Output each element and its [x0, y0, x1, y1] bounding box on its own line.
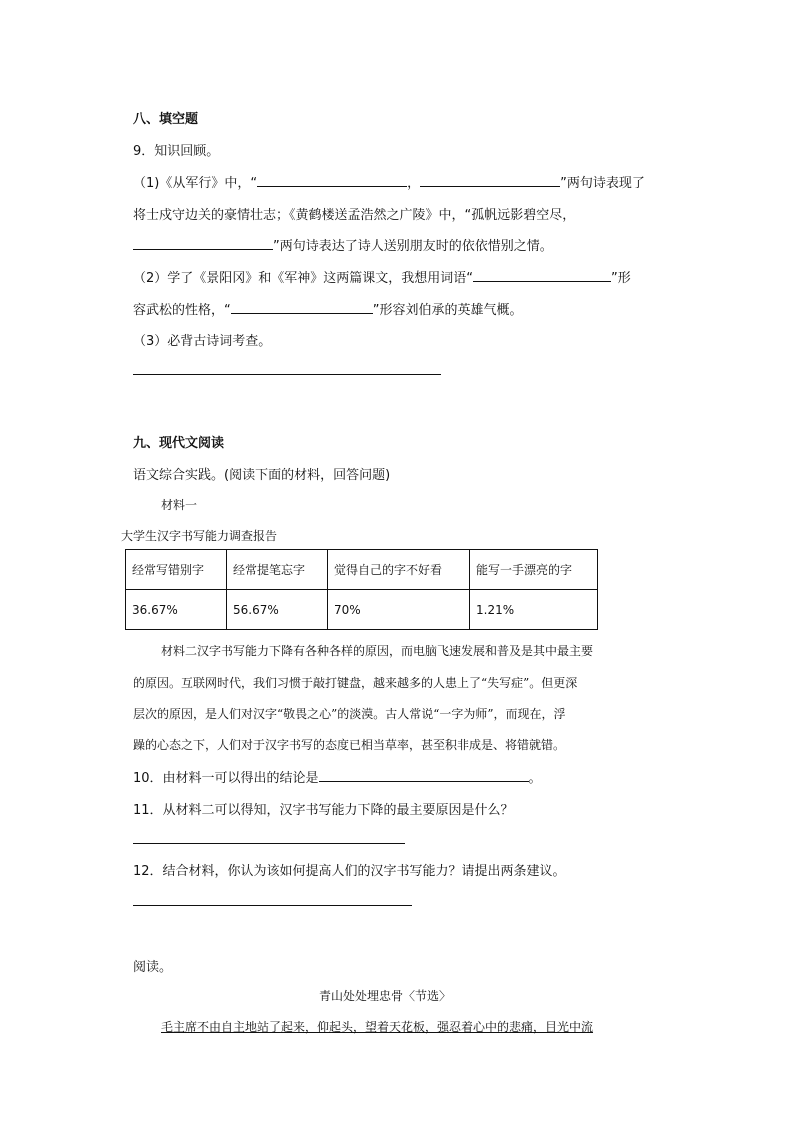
question-11: 11．从材料二可以得知，汉字书写能力下降的最主要原因是什么？ — [133, 803, 514, 818]
survey-table-title: 大学生汉字书写能力调查报告 — [121, 529, 278, 543]
question-9-part2-line2 — [133, 299, 523, 318]
question-9-part2-line1 — [133, 267, 631, 286]
q9-blank-2[interactable] — [420, 174, 560, 187]
q9-p2-line2-text-a: 容武松的性格，“ — [133, 303, 231, 318]
question-12: 12．结合材料，你认为该如何提高人们的汉字书写能力？请提出两条建议。 — [133, 864, 566, 879]
table-cell: 1.21% — [470, 590, 598, 630]
q11-answer-line[interactable] — [133, 843, 405, 844]
question-9-title: 9．知识回顾。 — [133, 144, 220, 159]
q9-blank-5[interactable] — [231, 301, 373, 314]
table-header-cell: 觉得自己的字不好看 — [328, 550, 470, 590]
q12-answer-line[interactable] — [133, 905, 412, 906]
material-2-line-3: 层次的原因，是人们对汉字“敬畏之心”的淡漠。古人常说“一字为师”，而现在，浮 — [133, 707, 566, 721]
table-header-cell: 经常写错别字 — [126, 550, 227, 590]
section-9-intro: 语文综合实践。(阅读下面的材料，回答问题) — [133, 468, 391, 483]
question-9-part1-line1 — [133, 172, 645, 191]
question-9-part1-line3 — [133, 235, 553, 254]
reading-label: 阅读。 — [133, 960, 173, 975]
q9-p1-line3-text: ”两句诗表达了诗人送别朋友时的依依惜别之情。 — [273, 239, 553, 254]
q9-p1-text-a: （1)《从军行》中，“ — [133, 176, 258, 191]
q10-text-b: 。 — [528, 771, 542, 786]
q10-text-a: 10．由材料一可以得出的结论是 — [133, 771, 319, 786]
survey-table — [125, 549, 598, 630]
question-10 — [133, 767, 542, 786]
table-cell: 70% — [328, 590, 470, 630]
table-row — [126, 590, 598, 630]
material-2-line-2: 的原因。互联网时代，我们习惯于敲打键盘，越来越多的人患上了“失写症”。但更深 — [133, 676, 578, 690]
table-header-cell: 能写一手漂亮的字 — [470, 550, 598, 590]
q9-blank-4[interactable] — [473, 269, 611, 282]
table-cell: 36.67% — [126, 590, 227, 630]
table-header-cell: 经常提笔忘字 — [227, 550, 328, 590]
reading-first-line: 毛主席不由自主地站了起来，仰起头，望着天花板，强忍着心中的悲痛，目光中流 — [161, 1020, 594, 1034]
q9-p2-text-b: ”形 — [611, 271, 631, 286]
q9-answer-line[interactable] — [133, 374, 441, 375]
q9-p1-text-b: ， — [407, 176, 421, 191]
material-2-line-4: 躁的心态之下，人们对于汉字书写的态度已相当草率，甚至积非成是、将错就错。 — [133, 738, 566, 752]
section-8-heading: 八、填空题 — [133, 112, 199, 127]
table-cell: 56.67% — [227, 590, 328, 630]
section-9-heading: 九、现代文阅读 — [133, 436, 225, 451]
q10-blank[interactable] — [319, 769, 529, 782]
q9-p2-text-a: （2）学了《景阳冈》和《军神》这两篇课文，我想用词语“ — [133, 271, 474, 286]
q9-p1-text-c: ”两句诗表现了 — [560, 176, 645, 191]
q9-blank-1[interactable] — [257, 174, 407, 187]
q9-p2-line2-text-b: ”形容刘伯承的英雄气概。 — [372, 303, 523, 318]
material-2-line-1: 材料二汉字书写能力下降有各种各样的原因，而电脑飞速发展和普及是其中最主要 — [161, 644, 594, 658]
material-1-label: 材料一 — [161, 498, 198, 512]
q9-blank-3[interactable] — [133, 237, 273, 250]
table-header-row — [126, 550, 598, 590]
question-9-part3: （3）必背古诗词考查。 — [133, 334, 272, 349]
question-9-part1-line2: 将士戍守边关的豪情壮志；《黄鹤楼送孟浩然之广陵》中，“孤帆远影碧空尽， — [133, 208, 576, 223]
reading-title: 青山处处埋忠骨〈节选〉 — [319, 989, 452, 1003]
